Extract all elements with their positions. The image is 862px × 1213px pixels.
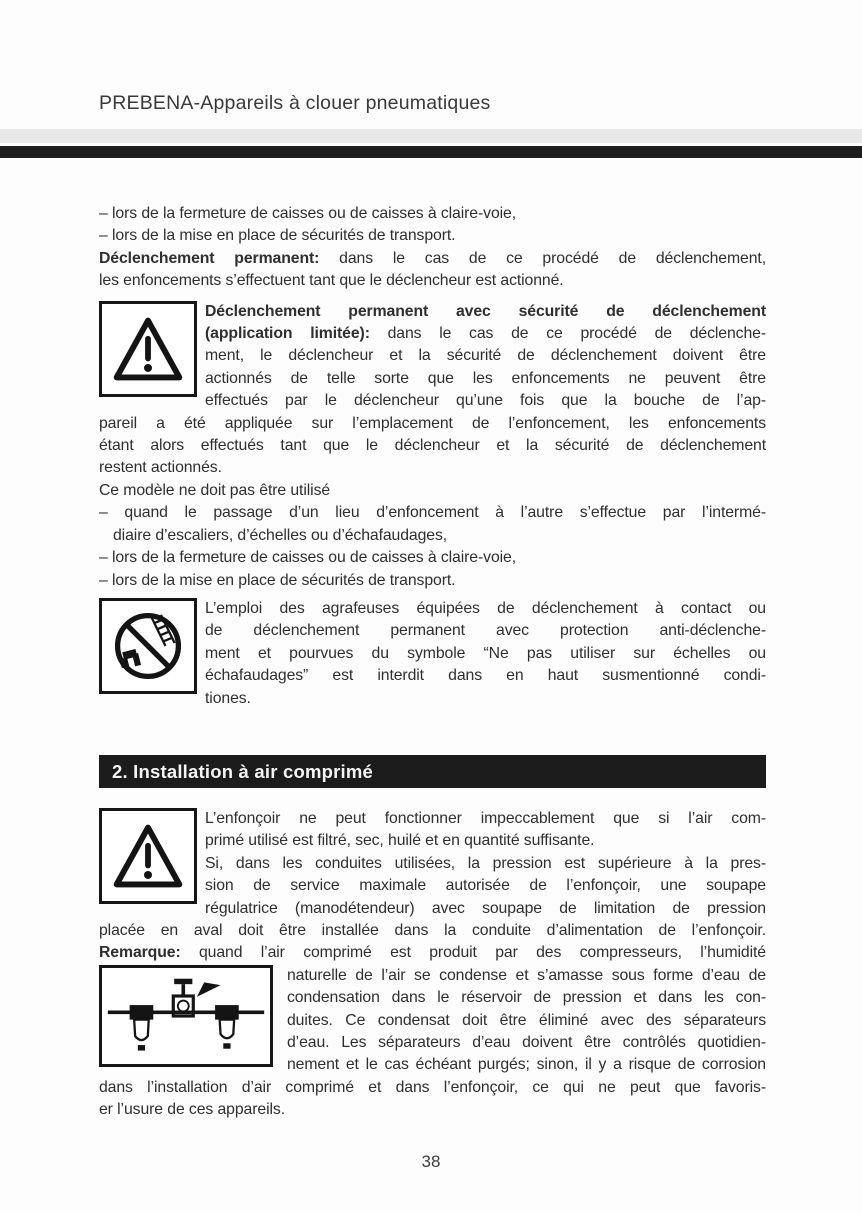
text-line [99, 942, 766, 964]
text-line: placée en aval doit être installée dans la conduite d’alimentation de l’enfonçoir. [99, 921, 766, 939]
text-line: étant alors effectués tant que le déclencheur et la sécurité de déclenchement [99, 437, 766, 455]
text-line: tiones. [205, 689, 251, 707]
warning-triangle-icon [111, 314, 185, 384]
text-line: diaire d’escaliers, d’échelles ou d’échafaudages, [113, 526, 448, 544]
text-line: les enfoncements s’effectuent tant que le déclencheur est actionné. [99, 272, 564, 290]
text-line: – lors de la fermeture de caisses ou de caisses à claire-voie, [99, 205, 517, 222]
warning-triangle-icon [99, 808, 197, 904]
air-service-unit-image [106, 972, 266, 1060]
text-line [99, 248, 766, 270]
warning-block-compressed-air [99, 808, 766, 965]
text-line: effectués par le déclencheur qu’une fois que la bouche de l’ap- [205, 392, 766, 410]
warning-triangle-icon [111, 821, 185, 891]
text-span: dans le cas de ce procédé de déclenche- [369, 325, 766, 343]
warning-block-trigger [99, 301, 766, 480]
page-title: PREBENA-Appareils à clouer pneumatiques [99, 92, 491, 114]
text-line: pareil a été appliquée sur l’emplacement de l’enfoncement, les enfoncements [99, 414, 766, 432]
text-line: échafaudages” est interdit dans en haut susmentionné condi- [205, 667, 766, 685]
page-number: 38 [421, 1152, 441, 1171]
header-stripe [0, 129, 862, 143]
text-line: naturelle de l’air se condense et s’amasse sous forme d’eau de [287, 966, 766, 984]
text-line [99, 301, 766, 323]
section-heading: 2. Installation à air comprimé [99, 755, 766, 788]
text-line: – quand le passage d’un lieu d’enfoncement à l’autre s’effectue par l’intermé- [99, 504, 766, 522]
text-line: L’enfonçoir ne peut fonctionner impeccablement que si l’air com- [205, 809, 766, 827]
text-line: de déclenchement permanent avec protection anti-déclenche- [205, 622, 766, 640]
text-line: régulatrice (manodétendeur) avec soupape de limitation de pression [205, 899, 766, 917]
air-service-unit-image [99, 965, 273, 1067]
text-line: – lors de la mise en place de sécurités de transport. [99, 571, 456, 589]
text-line: sion de service maximale autorisée de l’enfonçoir, une soupape [205, 877, 766, 895]
text-line: duites. Ce condensat doit être éliminé avec des séparateurs [287, 1011, 766, 1029]
text-line: restent actionnés. [99, 459, 222, 477]
remark-block-condensation [99, 965, 766, 1122]
text-line: primé utilisé est filtré, sec, huilé et en quantité suffisante. [205, 832, 595, 850]
no-ladders-icon [110, 608, 186, 684]
text-line: Si, dans les conduites utilisées, la pression est supérieure à la pres- [205, 854, 766, 872]
no-ladders-icon [99, 598, 197, 694]
text-line: dans l’installation d’air comprimé et dans l’enfonçoir, ce qui ne peut que favoris- [99, 1078, 766, 1096]
text-line: er l’usure de ces appareils. [99, 1101, 285, 1119]
text-line: ment, le déclencheur et la sécurité de déclenchement doivent être [205, 347, 766, 365]
bold-lead: Remarque: [99, 944, 181, 962]
text-span: quand l’air comprimé est produit par des compresseurs, l’humidité [180, 944, 766, 962]
text-line: Ce modèle ne doit pas être utilisé [99, 481, 331, 499]
text-line: d’eau. Les séparateurs d’eau doivent être contrôlés quotidien- [287, 1034, 766, 1051]
text-line: ment et pourvues du symbole “Ne pas utiliser sur échelles ou [205, 644, 766, 662]
warning-triangle-icon [99, 301, 197, 397]
text-line: nement et le cas échéant purgés; sinon, il y a risque de corrosion [287, 1056, 766, 1074]
text-line [99, 323, 766, 345]
body-column [99, 203, 766, 1122]
text-line: – lors de la mise en place de sécurités de transport. [99, 227, 456, 245]
text-line: condensation dans le réservoir de pression et dans les con- [287, 989, 766, 1007]
bold-lead: (application limitée): [205, 325, 370, 343]
text-line: actionnés de telle sorte que les enfoncements ne peuvent être [205, 369, 766, 387]
header-rule-bar [0, 146, 862, 158]
bold-lead: Déclenchement permanent: [99, 249, 320, 267]
text-line: L’emploi des agrafeuses équipées de déclenchement à contact ou [205, 599, 766, 617]
text-line: – lors de la fermeture de caisses ou de caisses à claire-voie, [99, 549, 517, 567]
warning-block-no-ladders [99, 598, 766, 710]
text-span: dans le cas de ce procédé de déclenchement, [319, 249, 766, 267]
usage-restrictions-list [99, 480, 766, 592]
bold-lead: Déclenchement permanent avec sécurité de déclenchement [205, 302, 766, 320]
